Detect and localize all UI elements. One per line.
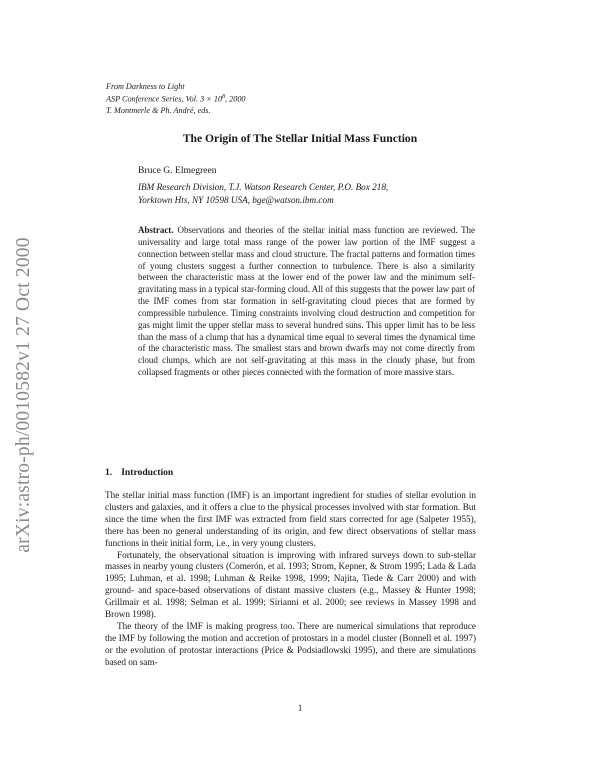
paragraph: The stellar initial mass function (IMF) is an important ingredient for studies of stellar evolution in clusters and galaxies, and it offers a clue to the physical processes involved with star formation. But since the time when the first IMF was extracted from field stars corrected for age (Salpeter 1955), there has been no general understanding of its origin, and few direct observations of stellar mass functions in their initial form, i.e., in very young clusters. — [105, 490, 476, 548]
page-number: 1 — [297, 703, 303, 713]
section-number: 1. — [105, 467, 113, 478]
header-line-1: From Darkness to Light — [106, 82, 185, 91]
header-year: , 2000 — [225, 95, 246, 105]
abstract-text: Observations and theories of the stellar initial mass function are reviewed. The universality and large total mass range of the power law portion of the IMF suggest a connection between stellar mass and cloud structure. The fractal patterns and formation times of young clusters suggest a further connection to turbulence. There is also a similarity between the characteristic mass at the lower end of the power law and the minimum self-gravitating mass in a typical star-forming cloud. All of this suggests that the power law part of the IMF comes from star formation in self-gravitating cloud pieces that are formed by compressible turbulence. Timing constraints involving cloud destruction and competition for gas might limit the upper stellar mass to several hundred suns. This upper limit has to be less than the mass of a clump that has a dynamical time equal to several times the dynamical time of the characteristic mass. The smallest stars and brown dwarfs may not come directly from cloud clumps, which are not self-gravitating at this mass in the cloudy phase, but from collapsed fragments or other pieces connected with the formation of more massive stars. — [138, 225, 475, 378]
header-series: ASP Conference Series, Vol. 3 × 10 — [106, 95, 223, 105]
abstract-label: Abstract. — [138, 225, 174, 235]
header-exponent: 8 — [222, 94, 226, 101]
arxiv-stamp — [4, 210, 44, 580]
section-title: Introduction — [121, 467, 174, 478]
header-line-2 — [106, 92, 246, 105]
arxiv-identifier: arXiv:astro-ph/0010582v1 27 Oct 2000 — [13, 237, 34, 553]
author-name: Bruce G. Elmegreen — [138, 165, 217, 176]
paragraph: Fortunately, the observational situation is improving with infrared surveys down to sub-stellar masses in nearby young clusters (Comerón, et al. 1993; Strom, Kepner, & Strom 1995; Lada & Lada 1995; Luhman, et al. 1998; Luhman & Reike 1998, 1999; Najita, Tiede & Carr 2000) and with ground- and space-based observations of distant massive clusters (e.g., Massey & Hunter 1998; Grillmair et al. 1998; Selman et al. 1999; Sirianni et al. 2000; see reviews in Massey 1998 and Brown 1998). — [105, 549, 476, 620]
author-affiliation — [138, 181, 388, 206]
paragraph: The theory of the IMF is making progress too. There are numerical simulations that reproduce the IMF by following the motion and accretion of protostars in a model cluster (Bonnell et al. 1997) or the evolution of protostar interactions (Price & Podsiadlowski 1995), and there are simulations based on sam- — [105, 620, 476, 667]
conference-header — [106, 82, 246, 116]
section-body — [105, 490, 476, 669]
affiliation-line-2: Yorktown Hts, NY 10598 USA, bge@watson.ibm.com — [138, 194, 334, 205]
abstract — [138, 225, 475, 379]
paper-title: The Origin of The Stellar Initial Mass Function — [182, 132, 418, 145]
section-heading — [105, 467, 173, 478]
affiliation-line-1: IBM Research Division, T.J. Watson Research Center, P.O. Box 218, — [138, 182, 389, 192]
header-line-3: T. Montmerle & Ph. André, eds. — [106, 105, 211, 115]
